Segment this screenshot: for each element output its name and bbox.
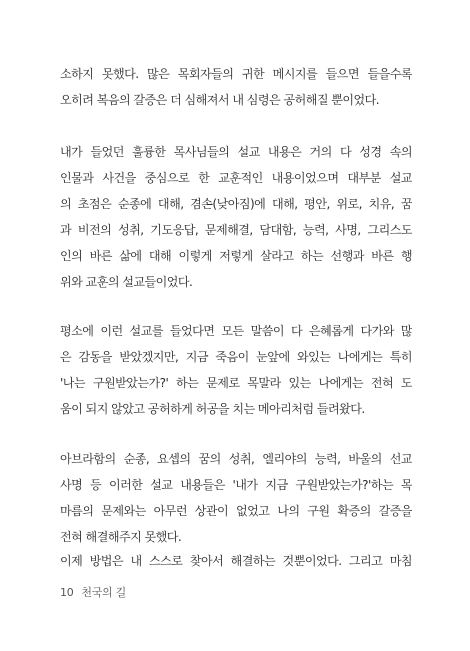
paragraph-line: 이제 방법은 내 스스로 찾아서 해결하는 것뿐이었다. 그리고 마침 bbox=[60, 554, 412, 568]
paragraph-line: '나는 구원받았는가?' 하는 문제로 목말라 있는 나에게는 전혀 도 bbox=[60, 376, 412, 390]
paragraph-line: 마름의 문제와는 아무런 상관이 없었고 나의 구원 확증의 갈증을 bbox=[60, 504, 412, 518]
paragraph-line: 평소에 이런 설교를 들었다면 모든 말씀이 다 은혜롭게 다가와 많 bbox=[60, 324, 412, 338]
paragraph-line: 내가 들었던 훌륭한 목사님들의 설교 내용은 거의 다 성경 속의 bbox=[60, 145, 412, 159]
paragraph-line: 위와 교훈의 설교들이었다. bbox=[60, 275, 193, 289]
paragraph-line: 움이 되지 않았고 공허하게 허공을 치는 메아리처럼 들려왔다. bbox=[60, 402, 365, 416]
paragraph-line: 오히려 복음의 갈증은 더 심해져서 내 심령은 공허해질 뿐이었다. bbox=[60, 93, 380, 107]
page-footer bbox=[60, 586, 126, 600]
running-title: 천국의 길 bbox=[81, 586, 126, 599]
paragraph-line: 인의 바른 삶에 대해 이렇게 저렇게 살라고 하는 선행과 바른 행 bbox=[60, 249, 412, 263]
paragraph-line: 인물과 사건을 중심으로 한 교훈적인 내용이었으며 대부분 설교 bbox=[60, 171, 412, 185]
paragraph-line: 은 감동을 받았겠지만, 지금 죽음이 눈앞에 와있는 나에게는 특히 bbox=[60, 350, 412, 364]
paragraph-line: 아브라함의 순종, 요셉의 꿈의 성취, 엘리야의 능력, 바울의 선교 bbox=[60, 452, 412, 466]
paragraph-line: 과 비전의 성취, 기도응답, 문제해결, 담대함, 능력, 사명, 그리스도 bbox=[60, 223, 412, 237]
paragraph-line: 전혀 해결해주지 못했다. bbox=[60, 530, 182, 544]
paragraph-line: 사명 등 이러한 설교 내용들은 '내가 지금 구원받았는가?'하는 목 bbox=[60, 478, 412, 492]
page-number: 10 bbox=[60, 586, 74, 599]
paragraph-line: 의 초점은 순종에 대해, 겸손(낮아짐)에 대해, 평안, 위로, 치유, 꿈 bbox=[60, 197, 412, 211]
paragraph-line: 소하지 못했다. 많은 목회자들의 귀한 메시지를 들으면 들을수록 bbox=[60, 67, 412, 81]
